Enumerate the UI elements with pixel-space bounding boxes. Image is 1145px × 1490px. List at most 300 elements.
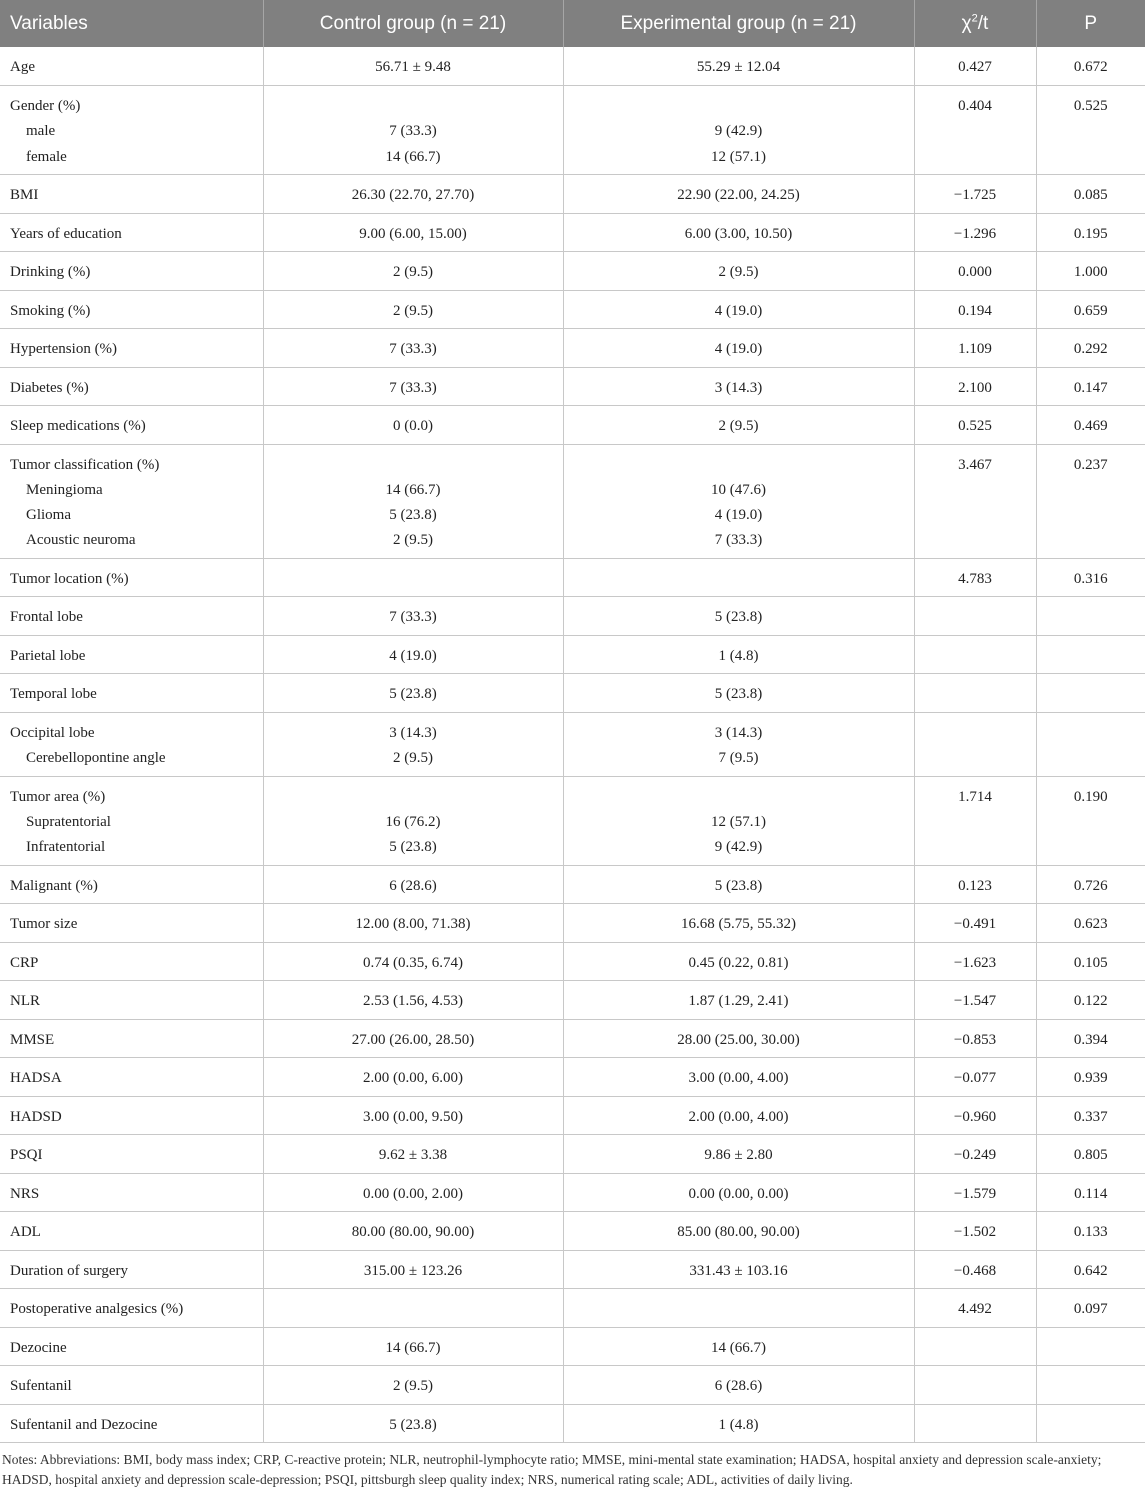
cell-p xyxy=(1036,981,1145,1020)
cell-experimental xyxy=(563,1366,914,1405)
cell-experimental xyxy=(563,1250,914,1289)
experimental-value xyxy=(574,94,904,119)
cell-control xyxy=(263,213,563,252)
variable-label: MMSE xyxy=(10,1031,55,1048)
cell-statistic xyxy=(914,1096,1036,1135)
statistic-value: −1.547 xyxy=(953,993,997,1009)
statistic-value: 0.123 xyxy=(958,877,992,894)
table-row xyxy=(0,981,1145,1020)
cell-control xyxy=(263,1327,563,1366)
experimental-value: 14 (66.7) xyxy=(711,1339,766,1356)
cell-statistic xyxy=(914,776,1036,865)
cell-p xyxy=(1036,635,1145,674)
sub-variable-label: Supratentorial xyxy=(26,813,111,830)
cell-experimental xyxy=(563,558,914,597)
sub-variable-label: Cerebellopontine angle xyxy=(26,749,166,766)
sub-variable-label: Meningioma xyxy=(26,481,103,498)
cell-experimental xyxy=(563,252,914,291)
cell-experimental xyxy=(563,406,914,445)
cell-variable xyxy=(0,213,263,252)
variable-label: ADL xyxy=(10,1224,41,1240)
experimental-value: 1 (4.8) xyxy=(718,1416,759,1433)
experimental-value: 2 (9.5) xyxy=(718,418,759,434)
p-value: 0.133 xyxy=(1073,1224,1108,1240)
experimental-value: 0.00 (0.00, 0.00) xyxy=(688,1185,789,1202)
cell-variable xyxy=(0,1327,263,1366)
variable-label: Tumor location (%) xyxy=(10,570,129,587)
control-value: 4 (19.0) xyxy=(389,647,437,664)
control-value: 5 (23.8) xyxy=(389,507,437,524)
control-value: 5 (23.8) xyxy=(389,686,437,702)
cell-statistic xyxy=(914,1173,1036,1212)
cell-statistic xyxy=(914,367,1036,406)
cell-control xyxy=(263,1212,563,1251)
cell-variable xyxy=(0,1212,263,1251)
variable-label: Tumor size xyxy=(10,916,78,932)
cell-statistic xyxy=(914,865,1036,904)
table-row xyxy=(0,406,1145,445)
experimental-value: 0.45 (0.22, 0.81) xyxy=(688,954,789,971)
statistic-value: 0.404 xyxy=(958,98,992,114)
statistic-value xyxy=(925,605,1026,630)
table-row xyxy=(0,444,1145,558)
experimental-value: 5 (23.8) xyxy=(714,877,763,894)
header-statistic-sup: 2 xyxy=(971,12,978,25)
control-value: 315.00 ± 123.26 xyxy=(363,1262,463,1279)
variable-label: BMI xyxy=(10,187,39,203)
cell-p xyxy=(1036,367,1145,406)
header-control: Control group (n = 21) xyxy=(263,0,563,47)
cell-control xyxy=(263,904,563,943)
cell-variable xyxy=(0,86,263,175)
statistic-value: −1.623 xyxy=(953,954,997,971)
p-value: 0.642 xyxy=(1073,1262,1108,1279)
p-value: 0.114 xyxy=(1074,1185,1108,1202)
variable-label: Sufentanil xyxy=(10,1378,72,1394)
control-value: 2.53 (1.56, 4.53) xyxy=(363,993,463,1009)
p-value: 0.190 xyxy=(1073,788,1108,805)
experimental-value: 10 (47.6) xyxy=(711,481,766,498)
experimental-value: 9 (42.9) xyxy=(714,123,763,140)
control-value: 16 (76.2) xyxy=(385,813,441,830)
cell-control xyxy=(263,1135,563,1174)
p-value: 0.316 xyxy=(1073,570,1108,587)
p-value: 0.097 xyxy=(1073,1301,1108,1317)
table-row xyxy=(0,712,1145,776)
table-row xyxy=(0,1135,1145,1174)
cell-p xyxy=(1036,597,1145,636)
variable-label: Gender (%) xyxy=(10,98,81,114)
cell-statistic xyxy=(914,1366,1036,1405)
cell-control xyxy=(263,444,563,558)
p-value: 0.469 xyxy=(1073,418,1108,434)
cell-p xyxy=(1036,1096,1145,1135)
control-value: 56.71 ± 9.48 xyxy=(375,59,451,75)
cell-variable xyxy=(0,558,263,597)
experimental-value: 4 (19.0) xyxy=(714,302,763,319)
control-value: 2 (9.5) xyxy=(393,749,433,766)
table-row xyxy=(0,776,1145,865)
cell-variable xyxy=(0,904,263,943)
table-row xyxy=(0,1173,1145,1212)
header-variables: Variables xyxy=(0,0,263,47)
sub-variable-label: Infratentorial xyxy=(26,839,106,856)
p-value: 0.939 xyxy=(1073,1070,1108,1086)
table-row xyxy=(0,674,1145,713)
p-value: 0.122 xyxy=(1073,993,1108,1009)
variable-label: Sleep medications (%) xyxy=(10,418,146,434)
cell-experimental xyxy=(563,712,914,776)
cell-statistic xyxy=(914,1019,1036,1058)
cell-statistic xyxy=(914,213,1036,252)
cell-p xyxy=(1036,290,1145,329)
cell-experimental xyxy=(563,1096,914,1135)
cell-variable xyxy=(0,942,263,981)
variable-label: HADSD xyxy=(10,1108,62,1125)
table-row xyxy=(0,942,1145,981)
cell-experimental xyxy=(563,981,914,1020)
control-value: 2 (9.5) xyxy=(393,532,433,549)
cell-variable xyxy=(0,1135,263,1174)
statistic-value xyxy=(925,1413,1026,1438)
control-value: 9.00 (6.00, 15.00) xyxy=(359,225,467,242)
table-row xyxy=(0,1019,1145,1058)
cell-control xyxy=(263,329,563,368)
header-experimental: Experimental group (n = 21) xyxy=(563,0,914,47)
header-statistic xyxy=(914,0,1036,47)
cell-p xyxy=(1036,1404,1145,1443)
cell-variable xyxy=(0,1250,263,1289)
table-row xyxy=(0,1327,1145,1366)
cell-variable xyxy=(0,444,263,558)
control-value: 26.30 (22.70, 27.70) xyxy=(351,187,475,203)
cell-statistic xyxy=(914,1135,1036,1174)
cell-experimental xyxy=(563,635,914,674)
variable-label: PSQI xyxy=(10,1147,43,1163)
cell-control xyxy=(263,1289,563,1328)
cell-p xyxy=(1036,444,1145,558)
experimental-value: 16.68 (5.75, 55.32) xyxy=(681,916,796,932)
cell-statistic xyxy=(914,712,1036,776)
cell-experimental xyxy=(563,175,914,214)
experimental-value xyxy=(574,567,904,592)
cell-p xyxy=(1036,252,1145,291)
p-value: 0.672 xyxy=(1073,59,1108,75)
cell-statistic xyxy=(914,1058,1036,1097)
control-value: 80.00 (80.00, 90.00) xyxy=(351,1224,475,1240)
cell-variable xyxy=(0,406,263,445)
variable-label: Drinking (%) xyxy=(10,264,91,280)
cell-p xyxy=(1036,776,1145,865)
cell-statistic xyxy=(914,942,1036,981)
p-value: 0.525 xyxy=(1073,98,1108,114)
table-body xyxy=(0,47,1145,1443)
cell-statistic xyxy=(914,1250,1036,1289)
cell-experimental xyxy=(563,290,914,329)
p-value: 0.337 xyxy=(1073,1108,1108,1125)
experimental-value xyxy=(574,453,904,478)
experimental-value: 7 (33.3) xyxy=(714,532,763,549)
cell-p xyxy=(1036,1212,1145,1251)
cell-statistic xyxy=(914,175,1036,214)
experimental-value: 1.87 (1.29, 2.41) xyxy=(688,993,789,1009)
cell-statistic xyxy=(914,1404,1036,1443)
cell-experimental xyxy=(563,1019,914,1058)
cell-p xyxy=(1036,47,1145,86)
experimental-value: 9.86 ± 2.80 xyxy=(704,1147,773,1163)
experimental-value: 3 (14.3) xyxy=(714,379,763,396)
control-value: 12.00 (8.00, 71.38) xyxy=(355,916,471,932)
control-value: 27.00 (26.00, 28.50) xyxy=(351,1031,475,1048)
control-value: 3 (14.3) xyxy=(389,724,437,741)
cell-experimental xyxy=(563,213,914,252)
sub-variable-label: Acoustic neuroma xyxy=(26,532,136,549)
cell-experimental xyxy=(563,1289,914,1328)
cell-p xyxy=(1036,1058,1145,1097)
cell-p xyxy=(1036,942,1145,981)
cell-variable xyxy=(0,981,263,1020)
variable-label: Occipital lobe xyxy=(10,724,95,741)
cell-variable xyxy=(0,252,263,291)
cell-statistic xyxy=(914,86,1036,175)
statistic-value xyxy=(925,644,1026,669)
cell-statistic xyxy=(914,981,1036,1020)
cell-p xyxy=(1036,406,1145,445)
cell-p xyxy=(1036,1289,1145,1328)
cell-variable xyxy=(0,1019,263,1058)
cell-p xyxy=(1036,1327,1145,1366)
table-row xyxy=(0,175,1145,214)
statistic-value: 4.492 xyxy=(958,1301,992,1317)
cell-p xyxy=(1036,674,1145,713)
experimental-value xyxy=(574,1297,904,1322)
experimental-value: 3.00 (0.00, 4.00) xyxy=(688,1070,789,1086)
p-value xyxy=(1047,1413,1136,1438)
experimental-value: 2.00 (0.00, 4.00) xyxy=(688,1108,789,1125)
cell-experimental xyxy=(563,1212,914,1251)
statistic-value: −1.296 xyxy=(953,225,997,242)
table-row xyxy=(0,597,1145,636)
p-value xyxy=(1047,605,1136,630)
table-row xyxy=(0,367,1145,406)
p-value: 0.805 xyxy=(1073,1147,1108,1163)
cell-experimental xyxy=(563,674,914,713)
cell-control xyxy=(263,1058,563,1097)
cell-variable xyxy=(0,1096,263,1135)
cell-control xyxy=(263,712,563,776)
variable-label: Temporal lobe xyxy=(10,686,97,702)
cell-variable xyxy=(0,367,263,406)
cell-control xyxy=(263,290,563,329)
control-value: 0.00 (0.00, 2.00) xyxy=(363,1185,463,1202)
statistic-value: 4.783 xyxy=(958,570,992,587)
cell-experimental xyxy=(563,47,914,86)
table-row xyxy=(0,252,1145,291)
cell-experimental xyxy=(563,597,914,636)
cell-control xyxy=(263,635,563,674)
cell-variable xyxy=(0,1173,263,1212)
experimental-value: 6 (28.6) xyxy=(714,1378,763,1394)
variable-label: NRS xyxy=(10,1185,40,1202)
table-row xyxy=(0,904,1145,943)
p-value: 0.726 xyxy=(1073,877,1108,894)
variable-label: Dezocine xyxy=(10,1339,67,1356)
statistic-value: 1.109 xyxy=(958,341,992,357)
header-p: P xyxy=(1036,0,1145,47)
table-row xyxy=(0,329,1145,368)
experimental-value: 5 (23.8) xyxy=(714,609,763,625)
control-value: 7 (33.3) xyxy=(389,379,437,396)
cell-experimental xyxy=(563,1058,914,1097)
cell-variable xyxy=(0,1366,263,1405)
table-row xyxy=(0,1404,1145,1443)
cell-variable xyxy=(0,635,263,674)
cell-control xyxy=(263,1404,563,1443)
cell-experimental xyxy=(563,329,914,368)
variable-label: HADSA xyxy=(10,1070,62,1086)
cell-control xyxy=(263,776,563,865)
cell-variable xyxy=(0,865,263,904)
cell-p xyxy=(1036,1250,1145,1289)
statistic-value: −0.249 xyxy=(953,1147,997,1163)
control-value: 7 (33.3) xyxy=(389,123,437,140)
statistic-value xyxy=(925,1374,1026,1399)
statistic-value: 1.714 xyxy=(958,788,992,805)
table-row xyxy=(0,558,1145,597)
cell-p xyxy=(1036,213,1145,252)
cell-control xyxy=(263,942,563,981)
cell-p xyxy=(1036,865,1145,904)
experimental-value: 9 (42.9) xyxy=(714,839,763,856)
cell-variable xyxy=(0,175,263,214)
cell-control xyxy=(263,597,563,636)
cell-experimental xyxy=(563,865,914,904)
header-statistic-base: χ xyxy=(961,12,972,34)
cell-experimental xyxy=(563,1404,914,1443)
variable-label: Sufentanil and Dezocine xyxy=(10,1416,158,1433)
experimental-value: 55.29 ± 12.04 xyxy=(696,59,781,75)
table-row xyxy=(0,1212,1145,1251)
cell-variable xyxy=(0,776,263,865)
variable-label: Frontal lobe xyxy=(10,609,83,625)
cell-control xyxy=(263,367,563,406)
cell-statistic xyxy=(914,558,1036,597)
p-value: 1.000 xyxy=(1073,264,1108,280)
table-row xyxy=(0,213,1145,252)
experimental-value: 22.90 (22.00, 24.25) xyxy=(677,187,800,203)
statistic-value xyxy=(925,721,1026,746)
sub-variable-label: Glioma xyxy=(26,507,71,524)
cell-control xyxy=(263,406,563,445)
cell-experimental xyxy=(563,1135,914,1174)
control-value: 9.62 ± 3.38 xyxy=(378,1147,448,1163)
cell-experimental xyxy=(563,1327,914,1366)
cell-p xyxy=(1036,1173,1145,1212)
experimental-value: 85.00 (80.00, 90.00) xyxy=(677,1224,800,1240)
cell-statistic xyxy=(914,635,1036,674)
cell-experimental xyxy=(563,904,914,943)
control-value xyxy=(274,94,553,119)
variable-label: Years of education xyxy=(10,225,122,242)
statistic-value xyxy=(925,682,1026,707)
p-value xyxy=(1047,721,1136,746)
control-value: 14 (66.7) xyxy=(385,1339,441,1356)
table-row xyxy=(0,1096,1145,1135)
cell-statistic xyxy=(914,252,1036,291)
cell-statistic xyxy=(914,1212,1036,1251)
control-value: 14 (66.7) xyxy=(385,481,441,498)
variable-label: Malignant (%) xyxy=(10,877,98,894)
cell-variable xyxy=(0,674,263,713)
p-value: 0.195 xyxy=(1073,225,1108,242)
experimental-value: 4 (19.0) xyxy=(714,341,763,357)
cell-experimental xyxy=(563,776,914,865)
statistic-value: −1.579 xyxy=(953,1185,997,1202)
experimental-value: 331.43 ± 103.16 xyxy=(689,1262,788,1279)
variable-label: Postoperative analgesics (%) xyxy=(10,1301,184,1317)
experimental-value: 12 (57.1) xyxy=(711,148,766,165)
table-row xyxy=(0,635,1145,674)
cell-p xyxy=(1036,558,1145,597)
header-statistic-rest: /t xyxy=(977,12,989,34)
cell-p xyxy=(1036,1019,1145,1058)
experimental-value: 28.00 (25.00, 30.00) xyxy=(677,1031,800,1048)
variable-label: Diabetes (%) xyxy=(10,379,89,396)
p-value xyxy=(1047,644,1136,669)
control-value: 3.00 (0.00, 9.50) xyxy=(363,1108,463,1125)
variable-label: Parietal lobe xyxy=(10,647,86,664)
cell-control xyxy=(263,1366,563,1405)
table-row xyxy=(0,290,1145,329)
statistic-value: −0.491 xyxy=(953,916,997,932)
sub-variable-label: female xyxy=(26,148,67,165)
cell-statistic xyxy=(914,904,1036,943)
control-value: 5 (23.8) xyxy=(389,839,437,856)
cell-variable xyxy=(0,1289,263,1328)
statistic-value: −0.853 xyxy=(953,1031,997,1048)
statistic-value xyxy=(925,1336,1026,1361)
variable-label: Tumor area (%) xyxy=(10,788,106,805)
statistic-value: 0.000 xyxy=(958,264,992,280)
table-row xyxy=(0,865,1145,904)
table-row xyxy=(0,1250,1145,1289)
cell-experimental xyxy=(563,86,914,175)
p-value: 0.394 xyxy=(1073,1031,1108,1048)
control-value xyxy=(274,785,553,810)
sub-variable-label: male xyxy=(26,123,56,140)
statistic-value: −1.725 xyxy=(953,187,997,203)
cell-variable xyxy=(0,712,263,776)
cell-control xyxy=(263,981,563,1020)
experimental-value: 5 (23.8) xyxy=(714,686,763,702)
control-value: 2 (9.5) xyxy=(393,264,433,280)
variable-label: CRP xyxy=(10,954,39,971)
cell-p xyxy=(1036,712,1145,776)
p-value: 0.147 xyxy=(1073,379,1108,396)
p-value: 0.659 xyxy=(1073,302,1108,319)
variable-label: Tumor classification (%) xyxy=(10,456,160,473)
cell-statistic xyxy=(914,406,1036,445)
cell-p xyxy=(1036,175,1145,214)
cell-control xyxy=(263,1096,563,1135)
statistic-value: −0.077 xyxy=(953,1070,997,1086)
control-value: 6 (28.6) xyxy=(389,877,437,894)
cell-variable xyxy=(0,329,263,368)
cell-statistic xyxy=(914,47,1036,86)
table-row xyxy=(0,1289,1145,1328)
experimental-value xyxy=(574,785,904,810)
p-value: 0.237 xyxy=(1073,456,1108,473)
